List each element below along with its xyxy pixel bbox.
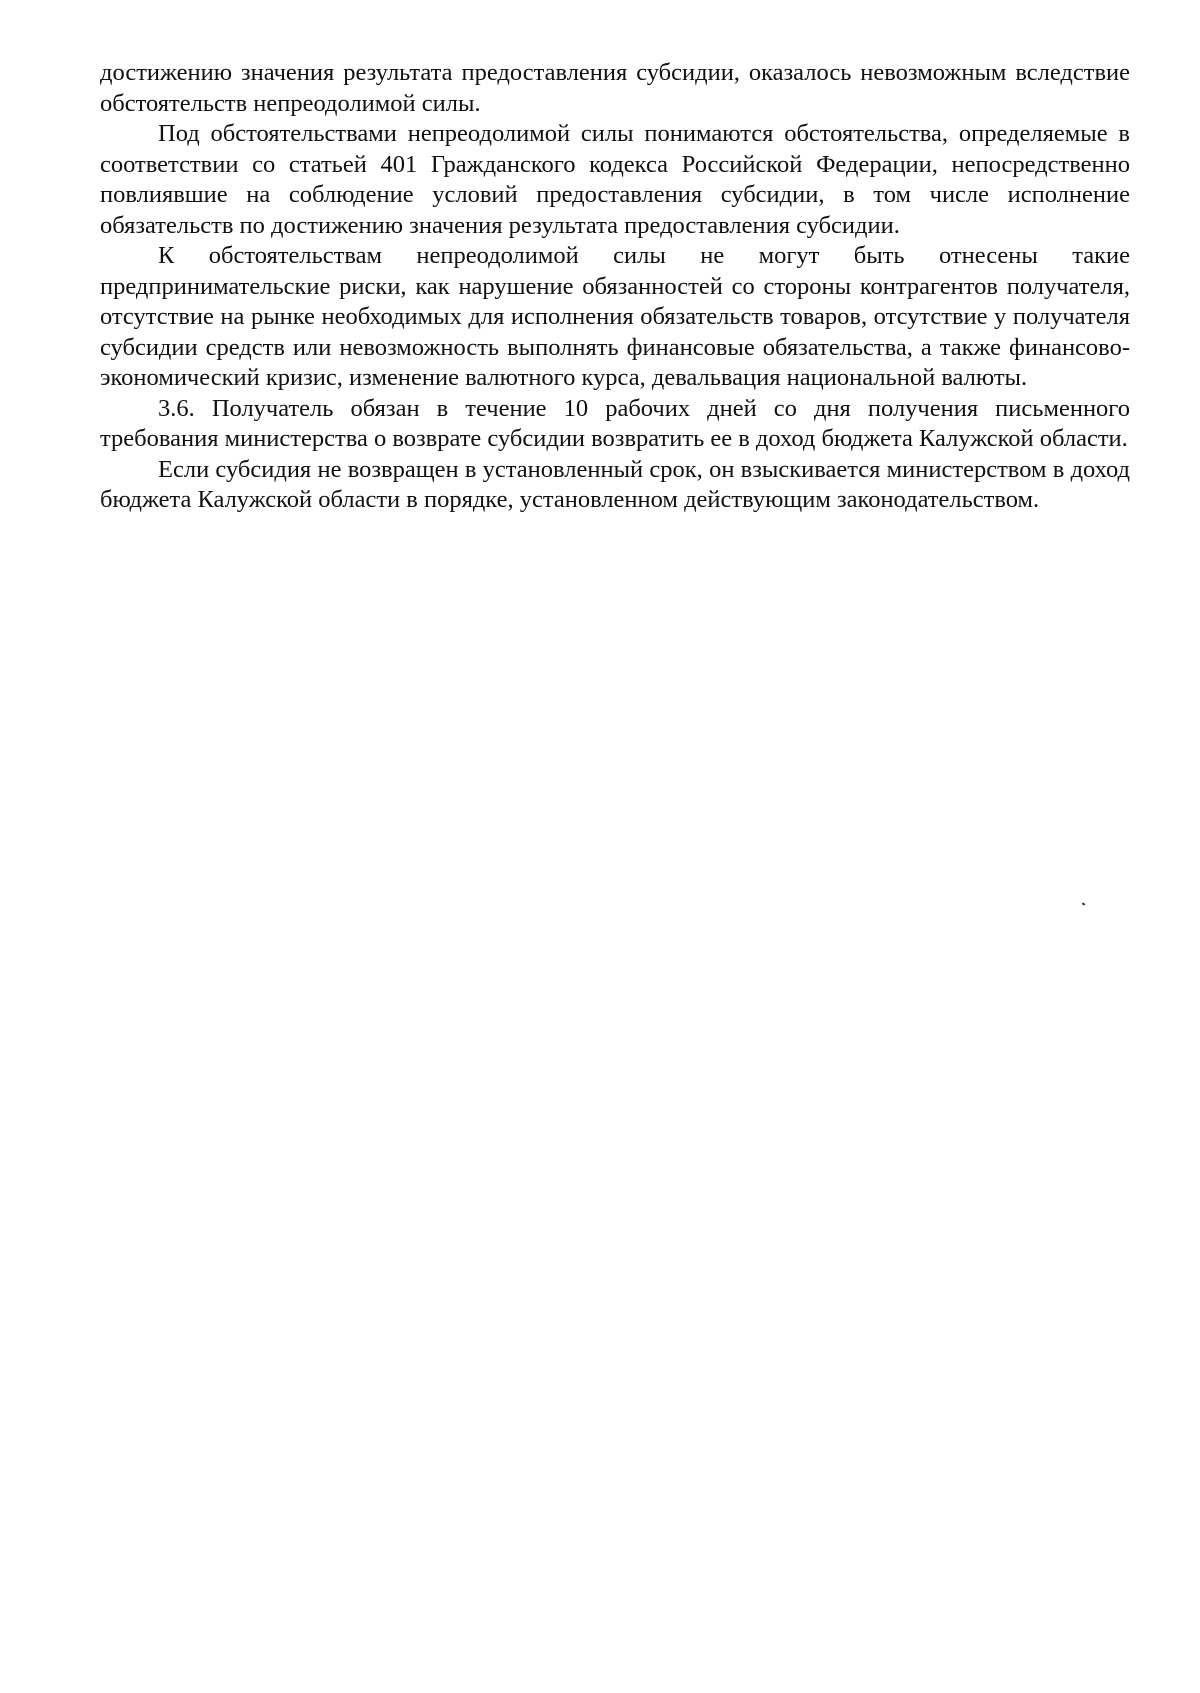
paragraph-force-majeure-exclusions: К обстоятельствам непреодолимой силы не могут быть отнесены такие предпринимательские риски, как нарушение обязанностей со стороны контрагентов получателя, отсутствие на рынке необходимых для исполнения обязательств товаров, отсутствие у получателя субсидии средств или невозможность выполнять финансовые обязательства, а также финансово-экономический кризис, изменение валютного курса, девальвация национальной валюты. <box>100 242 1130 391</box>
scan-artifact-mark <box>1082 902 1086 905</box>
paragraph-continuation: достижению значения результата предоставления субсидии, оказалось невозможным вследствие обстоятельств непреодолимой силы. <box>100 59 1130 117</box>
paragraph-force-majeure-definition: Под обстоятельствами непреодолимой силы понимаются обстоятельства, определяемые в соответствии со статьей 401 Гражданского кодекса Российской Федерации, непосредственно повлиявшие на соблюдение условий предоставления субсидии, в том числе исполнение обязательств по достижению значения результата предоставления субсидии. <box>100 120 1130 239</box>
paragraph-recovery: Если субсидия не возвращен в установленный срок, он взыскивается министерством в доход бюджета Калужской области в порядке, установленном действующим законодательством. <box>100 455 1130 513</box>
document-body <box>100 58 1130 516</box>
paragraph-clause-3-6: 3.6. Получатель обязан в течение 10 рабочих дней со дня получения письменного требования министерства о возврате субсидии возвратить ее в доход бюджета Калужской области. <box>100 394 1130 452</box>
